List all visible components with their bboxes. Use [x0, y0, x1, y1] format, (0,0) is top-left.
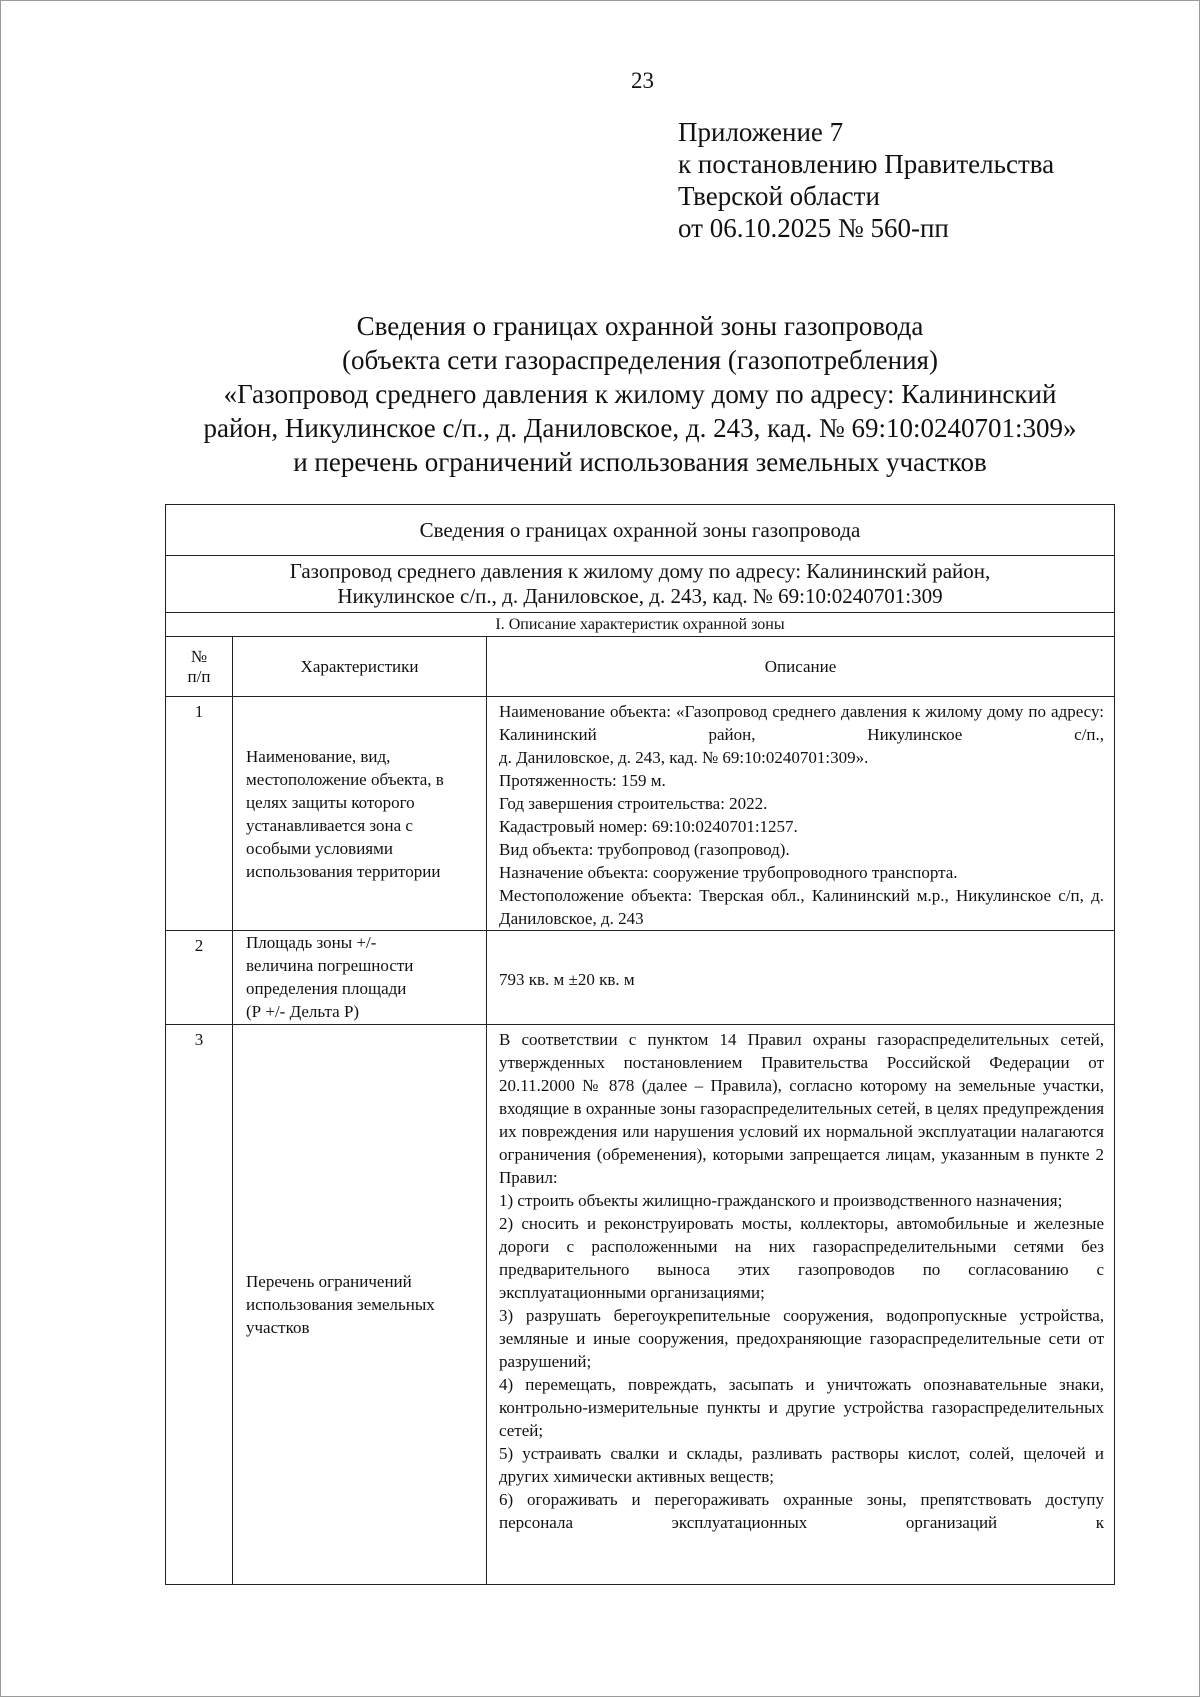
page-number: 23	[631, 68, 654, 93]
column-header-number-line: п/п	[187, 666, 211, 686]
appendix-line: Приложение 7	[678, 117, 844, 147]
object-name-line: Газопровод среднего давления к жилому дому по адресу: Калининский район,	[289, 559, 991, 583]
table-row	[166, 1025, 1115, 1585]
description-paragraph: 3) разрушать берегоукрепительные сооружения, водопропускные устройства, земляные и иные сооружения, предохраняющие газораспределительные сети от разрушений;	[499, 1306, 1105, 1371]
row-description	[487, 1025, 1115, 1585]
description-paragraph: 2) сносить и реконструировать мосты, коллекторы, автомобильные и железные дороги с расположенными на них газораспределительными сетями без предварительного выноса этих газопроводов по согласованию с эксплуатационными организациями;	[499, 1214, 1105, 1302]
title-line: «Газопровод среднего давления к жилому дому по адресу: Калининский	[223, 379, 1057, 409]
row-characteristic: Наименование, вид, местоположение объекта, в целях защиты которого устанавливается зона с особыми условиями использования территории	[233, 697, 487, 931]
title-line: (объекта сети газораспределения (газопотребления)	[342, 345, 938, 375]
description-paragraph: 1) строить объекты жилищно-гражданского и производственного назначения;	[499, 1191, 1063, 1210]
row-characteristic	[233, 931, 487, 1025]
row-number: 2	[166, 931, 233, 1025]
column-header-number	[166, 637, 233, 697]
document-title	[160, 309, 1120, 479]
table-row	[166, 697, 1115, 931]
title-line: и перечень ограничений использования земельных участков	[293, 447, 987, 477]
description-line: Протяженность: 159 м.	[499, 771, 666, 790]
description-line: Местоположение объекта: Тверская обл., Калининский м.р., Никулинское с/п, д. Даниловское, д. 243	[499, 886, 1105, 928]
zone-info-table	[165, 504, 1115, 1585]
row-number: 1	[166, 697, 233, 931]
column-header-characteristics: Характеристики	[233, 637, 487, 697]
description-paragraph: 4) перемещать, повреждать, засыпать и уничтожать опознавательные знаки, контрольно-измерительные пункты и другие устройства газораспределительных сетей;	[499, 1375, 1105, 1440]
table-object-name	[166, 556, 1115, 613]
description-line: Кадастровый номер: 69:10:0240701:1257.	[499, 817, 798, 836]
appendix-line: от 06.10.2025 № 560-пп	[678, 213, 949, 243]
table-header: Сведения о границах охранной зоны газопровода	[166, 505, 1115, 556]
appendix-header	[678, 116, 1054, 244]
column-header-number-line: №	[190, 646, 208, 666]
description-line: д. Даниловское, д. 243, кад. № 69:10:0240701:309».	[499, 748, 869, 767]
description-paragraph: 5) устраивать свалки и склады, разливать растворы кислот, солей, щелочей и других химически активных веществ;	[499, 1444, 1105, 1486]
title-line: район, Никулинское с/п., д. Даниловское, д. 243, кад. № 69:10:0240701:309»	[203, 413, 1077, 443]
title-line: Сведения о границах охранной зоны газопровода	[356, 311, 924, 341]
description-paragraph: В соответствии с пунктом 14 Правил охраны газораспределительных сетей, утвержденных постановлением Правительства Российской Федерации от 20.11.2000 № 878 (далее – Правила), согласно которому на земельные участки, входящие в охранные зоны газораспределительных сетей, в целях предупреждения их повреждения или нарушения условий их нормальной эксплуатации налагаются ограничения (обременения), которыми запрещается лицам, указанным в пункте 2 Правил:	[499, 1030, 1105, 1187]
characteristic-line: величина погрешности определения площади	[246, 956, 414, 998]
row-description: 793 кв. м ±20 кв. м	[487, 931, 1115, 1025]
description-line: Назначение объекта: сооружение трубопроводного транспорта.	[499, 863, 958, 882]
description-paragraph: 6) огораживать и перегораживать охранные зоны, препятствовать доступу персонала эксплуатационных организаций к	[499, 1490, 1105, 1532]
table-row	[166, 931, 1115, 1025]
appendix-line: к постановлению Правительства	[678, 149, 1055, 179]
object-name-line: Никулинское с/п., д. Даниловское, д. 243, кад. № 69:10:0240701:309	[337, 584, 943, 608]
row-number: 3	[166, 1025, 233, 1585]
row-description	[487, 697, 1115, 931]
description-line: Наименование объекта: «Газопровод среднего давления к жилому дому по адресу: Калининский район, Никулинское с/п.,	[499, 702, 1105, 744]
section-title: I. Описание характеристик охранной зоны	[166, 613, 1115, 637]
characteristic-line: (Р +/- Дельта Р)	[246, 1002, 360, 1021]
column-header-description: Описание	[487, 637, 1115, 697]
characteristic-line: Площадь зоны +/-	[246, 933, 377, 952]
appendix-line: Тверской области	[678, 181, 880, 211]
description-line: Вид объекта: трубопровод (газопровод).	[499, 840, 790, 859]
row-characteristic: Перечень ограничений использования земельных участков	[233, 1025, 487, 1585]
description-line: Год завершения строительства: 2022.	[499, 794, 768, 813]
